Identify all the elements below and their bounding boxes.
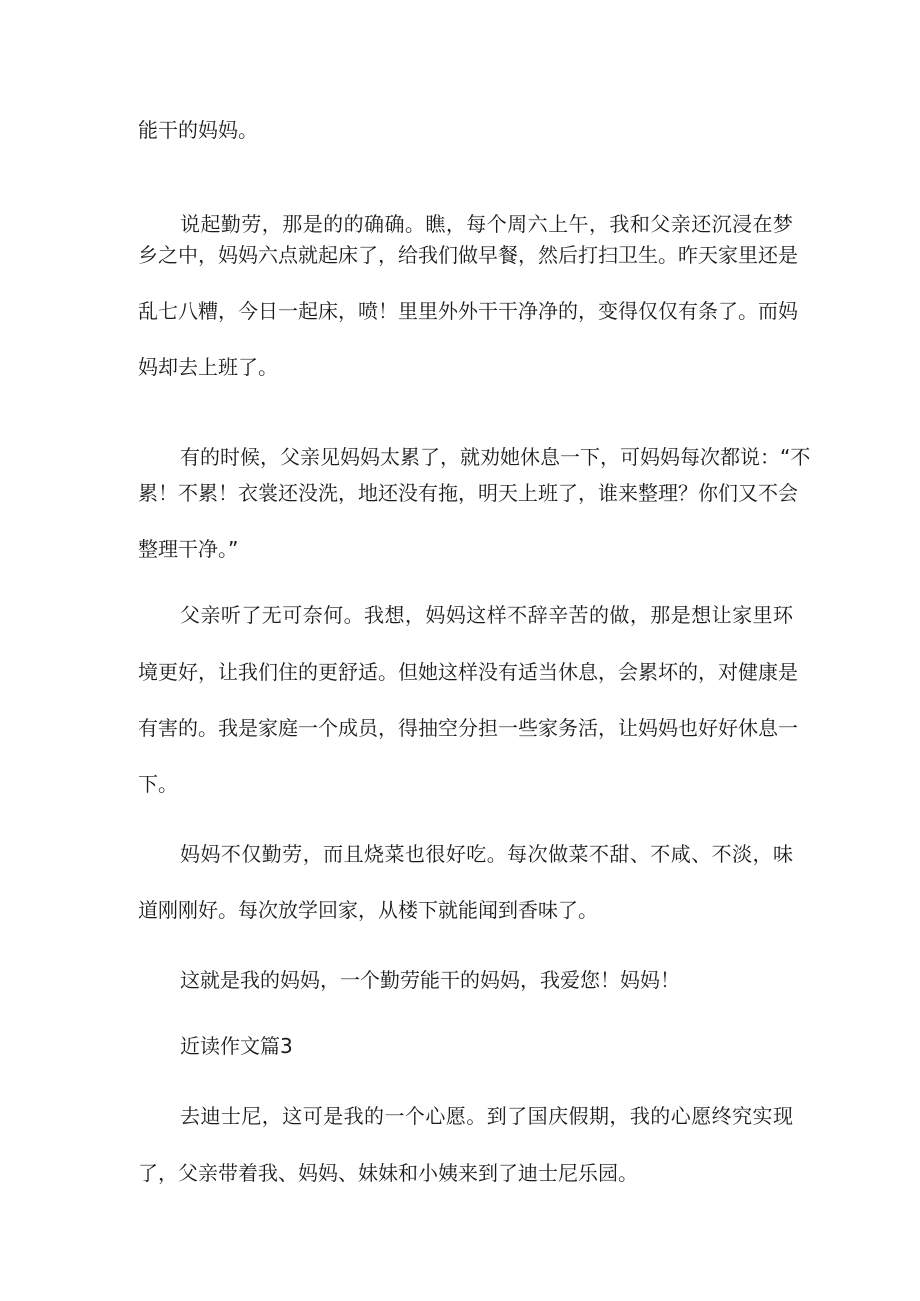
text-line: 妈却去上班了。	[138, 355, 278, 379]
text-line: 妈妈不仅勤劳，而且烧菜也很好吃。每次做菜不甜、不咸、不淡，味	[180, 842, 793, 866]
section-heading: 近读作文篇3	[180, 1034, 293, 1058]
text-line: 境更好，让我们住的更舒适。但她这样没有适当休息，会累坏的，对健康是	[138, 660, 798, 684]
text-line: 乱七八糟，今日一起床，喷！里里外外干干净净的，变得仅仅有条了。而妈	[138, 299, 798, 323]
text-line: 有的时候，父亲见妈妈太累了，就劝她休息一下，可妈妈每次都说：“不	[180, 445, 811, 469]
text-line: 说起勤劳，那是的的确确。瞧，每个周六上午，我和父亲还沉浸在梦	[180, 212, 793, 236]
text-line: 这就是我的妈妈，一个勤劳能干的妈妈，我爱您！妈妈！	[180, 968, 680, 992]
text-line: 整理干净。”	[138, 537, 239, 561]
text-line: 了，父亲带着我、妈妈、妹妹和小姨来到了迪士尼乐园。	[138, 1161, 638, 1185]
text-line: 下。	[138, 772, 178, 796]
text-line: 有害的。我是家庭一个成员，得抽空分担一些家务活，让妈妈也好好休息一	[138, 716, 798, 740]
text-line: 道刚刚好。每次放学回家，从楼下就能闻到香味了。	[138, 898, 598, 922]
text-line: 累！不累！衣裳还没洗，地还没有拖，明天上班了，谁来整理？你们又不会	[138, 481, 798, 505]
text-line: 去迪士尼，这可是我的一个心愿。到了国庆假期，我的心愿终究实现	[180, 1104, 793, 1128]
text-line: 能干的妈妈。	[138, 118, 258, 142]
text-line: 乡之中，妈妈六点就起床了，给我们做早餐，然后打扫卫生。昨天家里还是	[138, 243, 798, 267]
text-line: 父亲听了无可奈何。我想，妈妈这样不辞辛苦的做，那是想让家里环	[180, 603, 793, 627]
